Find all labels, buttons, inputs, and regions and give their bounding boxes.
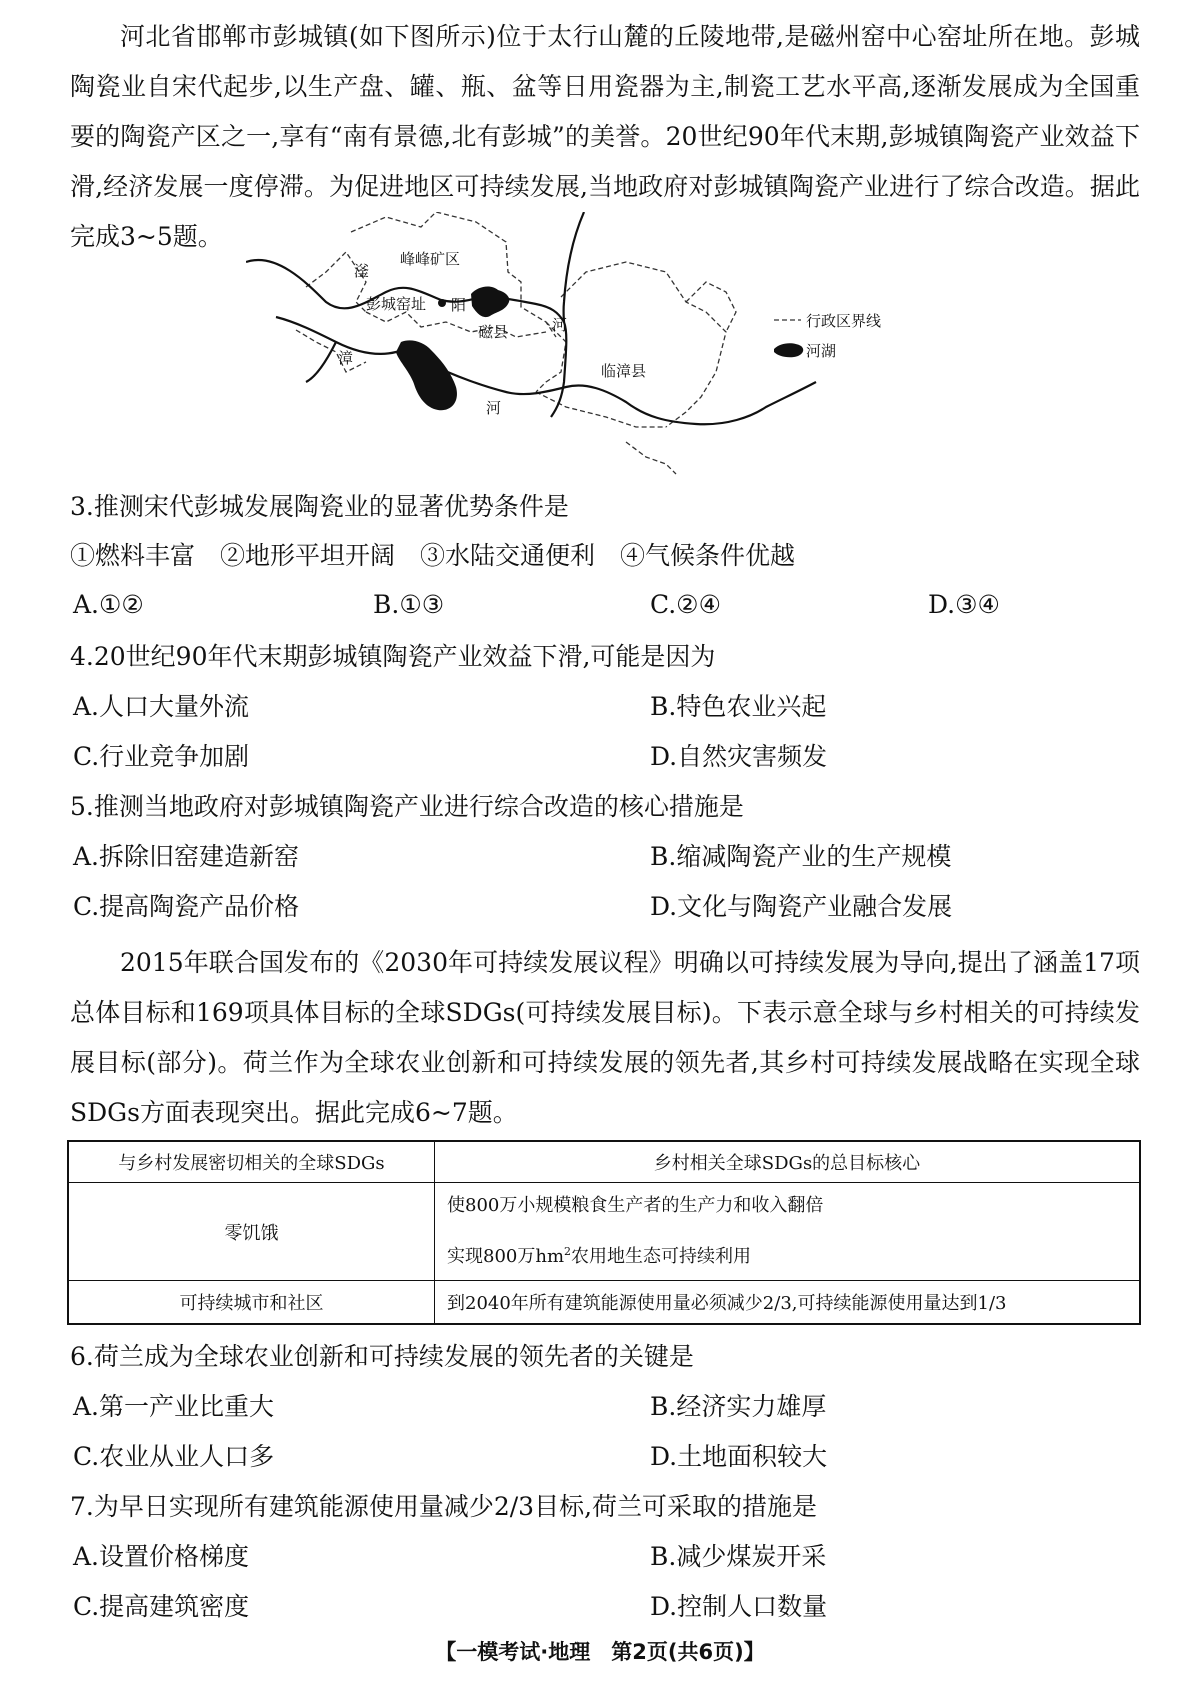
q3-stem: 3.推测宋代彭城发展陶瓷业的显著优势条件是 (70, 492, 569, 521)
table-header-row (68, 1141, 1140, 1183)
table-row (68, 1183, 1140, 1281)
legend-boundary-label: 行政区界线 (806, 312, 882, 330)
core-line-1: 使800万小规模粮食生产者的生产力和收入翻倍 (447, 1195, 824, 1216)
q6-option-d[interactable]: D.土地面积较大 (650, 1442, 828, 1471)
q7-option-c[interactable]: C.提高建筑密度 (73, 1592, 250, 1621)
label-river-he1: 河 (552, 316, 568, 334)
label-pengcheng-site: 彭城窑址 (366, 295, 427, 313)
core-line-2-post: 农用地生态可持续利用 (571, 1246, 752, 1267)
q4-option-a[interactable]: A.人口大量外流 (73, 692, 250, 721)
label-river-fu: 滏 (354, 262, 370, 280)
q3-option-d[interactable]: D.③④ (928, 590, 1000, 619)
q5-option-d[interactable]: D.文化与陶瓷产业融合发展 (650, 892, 953, 921)
label-cixian: 磁县 (478, 323, 509, 341)
table-cell-core: 到2040年所有建筑能源使用量必须减少2/3,可持续能源使用量达到1/3 (435, 1281, 1141, 1325)
q4-option-c[interactable]: C.行业竞争加剧 (73, 742, 250, 771)
q5-option-b[interactable]: B.缩减陶瓷产业的生产规模 (650, 842, 952, 871)
pengcheng-map (246, 212, 966, 478)
sdg-table (67, 1140, 1141, 1325)
q7-option-d[interactable]: D.控制人口数量 (650, 1592, 828, 1621)
q4-option-b[interactable]: B.特色农业兴起 (650, 692, 827, 721)
pengcheng-site-marker (438, 299, 446, 307)
q4-option-d[interactable]: D.自然灾害频发 (650, 742, 828, 771)
q3-option-c[interactable]: C.②④ (650, 590, 722, 619)
q4-stem: 4.20世纪90年代末期彭城镇陶瓷产业效益下滑,可能是因为 (70, 642, 716, 671)
core-line-2 (447, 1229, 1139, 1280)
q3-items: ①燃料丰富 ②地形平坦开阔 ③水陆交通便利 ④气候条件优越 (70, 541, 796, 570)
q6-option-c[interactable]: C.农业从业人口多 (73, 1442, 275, 1471)
label-fengfeng: 峰峰矿区 (400, 250, 461, 268)
label-river-he2: 河 (486, 399, 502, 417)
q7-option-a[interactable]: A.设置价格梯度 (73, 1542, 250, 1571)
legend-lake-label: 河湖 (806, 342, 837, 360)
passage-sdgs: 2015年联合国发布的《2030年可持续发展议程》明确以可持续发展为导向,提出了涵盖17项总体目标和169项具体目标的全球SDGs(可持续发展目标)。下表示意全球与乡村相关的可持续发展目标(部分)。荷兰作为全球农业创新和可持续发展的领先者,其乡村可持续发展战略在实现全球SDGs方面表现突出。据此完成6~7题。 (70, 948, 1140, 1127)
table-header-core: 乡村相关全球SDGs的总目标核心 (435, 1141, 1141, 1183)
q5-stem: 5.推测当地政府对彭城镇陶瓷产业进行综合改造的核心措施是 (70, 792, 744, 821)
table-header-goal: 与乡村发展密切相关的全球SDGs (68, 1141, 435, 1183)
q3-option-b[interactable]: B.①③ (373, 590, 445, 619)
passage-pengcheng: 河北省邯郸市彭城镇(如下图所示)位于太行山麓的丘陵地带,是磁州窑中心窑址所在地。彭城陶瓷业自宋代起步,以生产盘、罐、瓶、盆等日用瓷器为主,制瓷工艺水平高,逐渐发展成为全国重要的陶瓷产区之一,享有“南有景德,北有彭城”的美誉。20世纪90年代末期,彭城镇陶瓷产业效益下滑,经济发展一度停滞。为促进地区可持续发展,当地政府对彭城镇陶瓷产业进行了综合改造。据此完成3~5题。 (70, 22, 1140, 251)
q5-option-a[interactable]: A.拆除旧窑建造新窑 (73, 842, 300, 871)
label-river-yang: 阳 (451, 296, 467, 314)
q6-option-b[interactable]: B.经济实力雄厚 (650, 1392, 827, 1421)
q3-option-a[interactable]: A.①② (73, 590, 144, 619)
q7-option-b[interactable]: B.减少煤炭开采 (650, 1542, 827, 1571)
q6-stem: 6.荷兰成为全球农业创新和可持续发展的领先者的关键是 (70, 1342, 694, 1371)
label-river-zhang: 漳 (338, 349, 354, 367)
core-line-2-pre: 实现800万hm (447, 1246, 565, 1267)
table-cell-core (435, 1183, 1141, 1281)
q7-stem: 7.为早日实现所有建筑能源使用量减少2/3目标,荷兰可采取的措施是 (70, 1492, 818, 1521)
table-cell-goal: 零饥饿 (68, 1183, 435, 1281)
label-linzhang: 临漳县 (601, 362, 647, 380)
table-cell-goal: 可持续城市和社区 (68, 1281, 435, 1325)
q5-option-c[interactable]: C.提高陶瓷产品价格 (73, 892, 300, 921)
table-row (68, 1281, 1140, 1325)
page-footer: 【一模考试·地理 第2页(共6页)】 (435, 1640, 765, 1664)
core-line-2-sup: 2 (564, 1245, 572, 1258)
map-figure (246, 212, 966, 478)
q6-option-a[interactable]: A.第一产业比重大 (73, 1392, 275, 1421)
